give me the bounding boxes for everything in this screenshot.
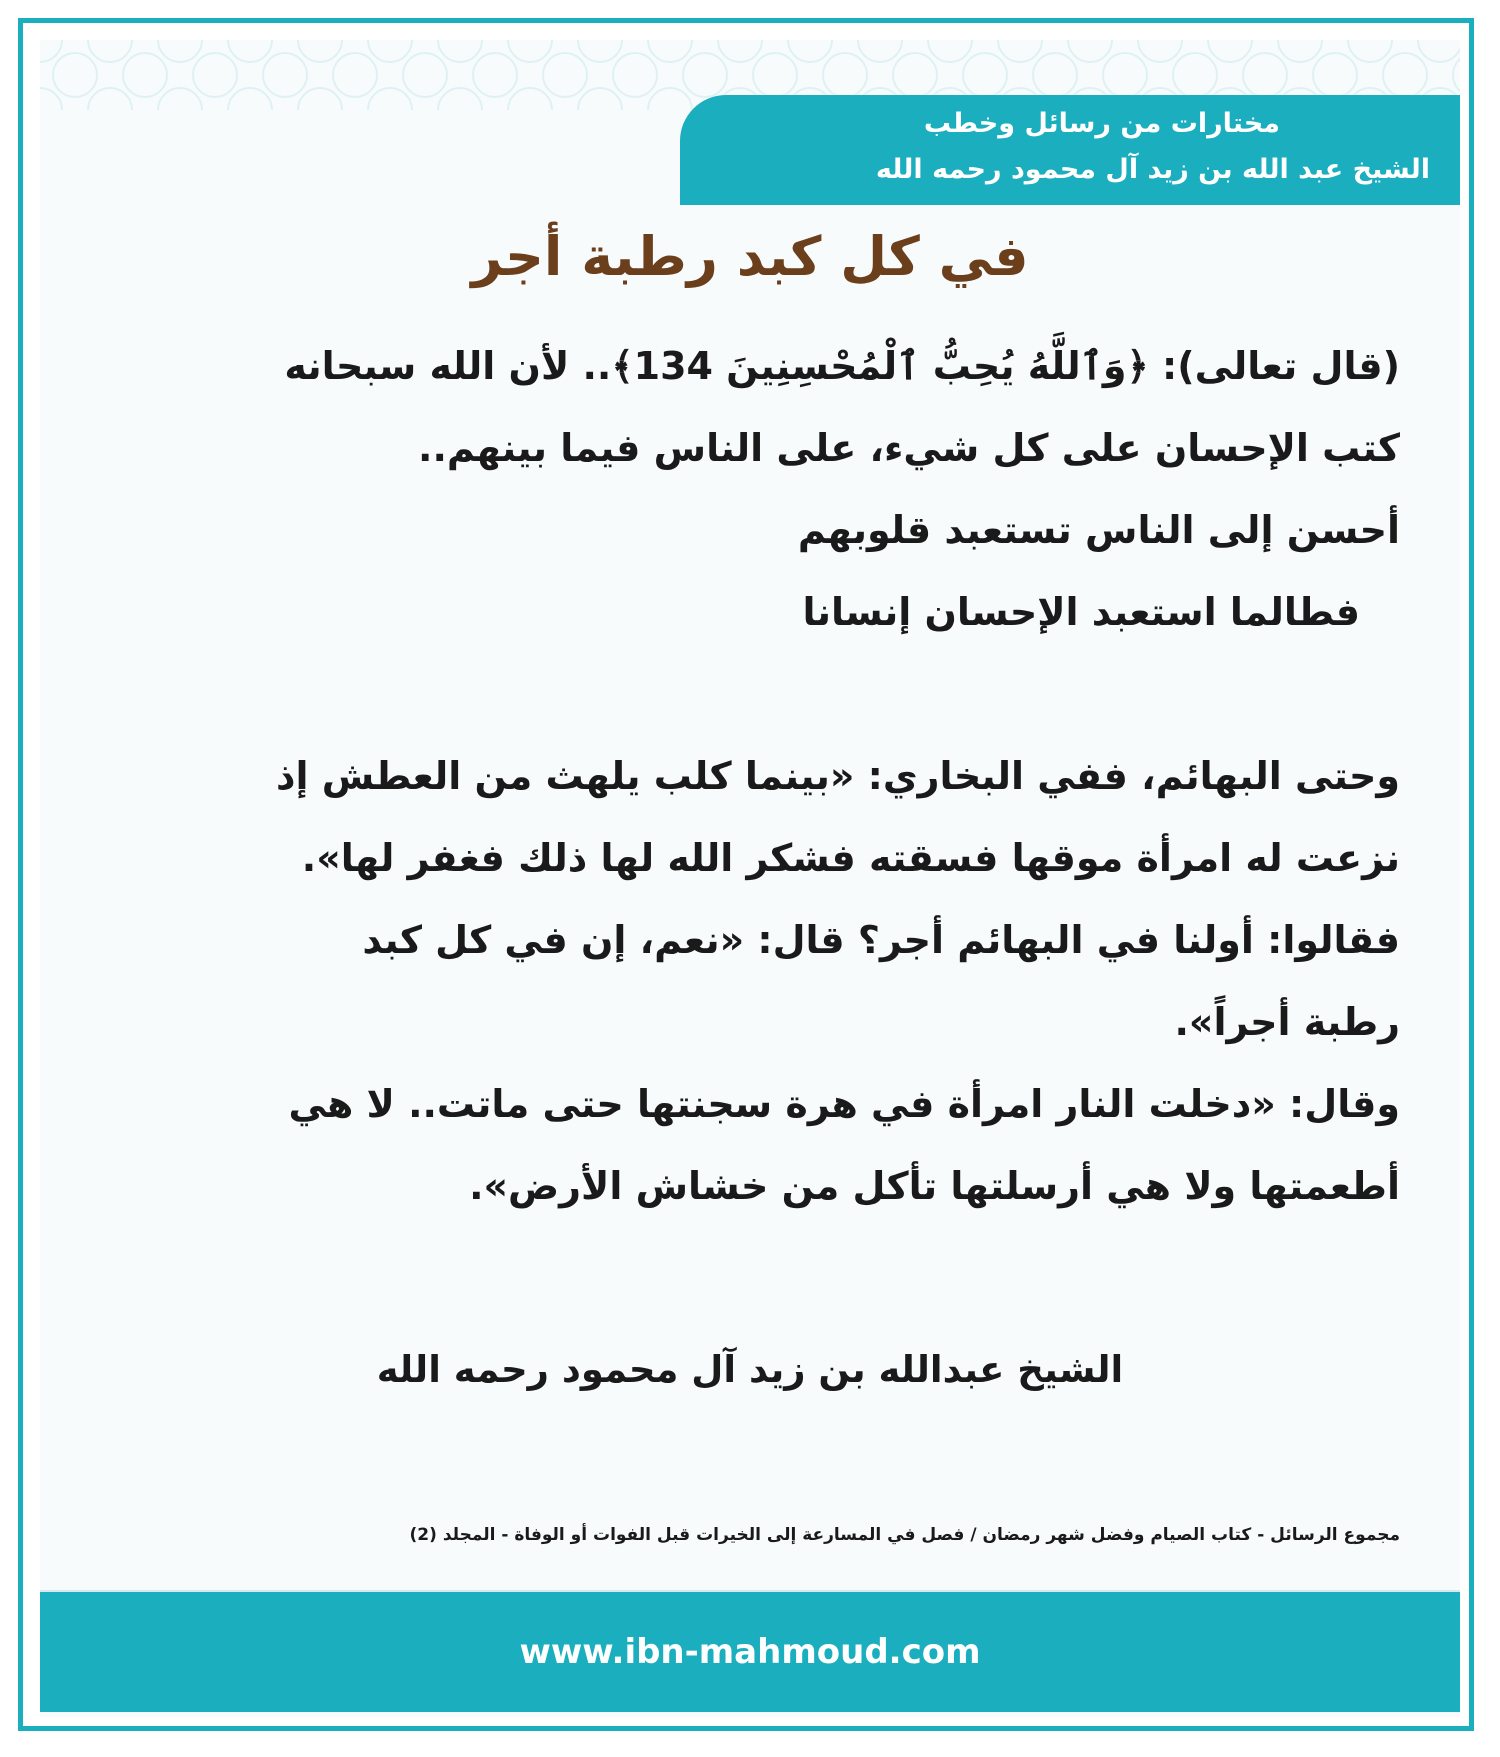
paragraph-gap — [110, 653, 1400, 735]
body-line: فقالوا: أولنا في البهائم أجر؟ قال: «نعم، إن في كل كبد — [362, 918, 1400, 962]
body-line: أطعمتها ولا هي أرسلتها تأكل من خشاش الأرض». — [469, 1164, 1400, 1208]
body-line: أحسن إلى الناس تستعبد قلوبهم — [797, 508, 1400, 552]
article-body — [110, 325, 1400, 1227]
body-line: كتب الإحسان على كل شيء، على الناس فيما بينهم.. — [418, 426, 1400, 470]
page-title: في كل كبد رطبة أجر — [471, 225, 1029, 288]
header-subtitle: مختارات من رسائل وخطب — [923, 108, 1280, 139]
author-signature: الشيخ عبدالله بن زيد آل محمود رحمه الله — [376, 1348, 1124, 1391]
header-author: الشيخ عبد الله بن زيد آل محمود رحمه الله — [875, 154, 1430, 185]
body-line: وقال: «دخلت النار امرأة في هرة سجنتها حتى ماتت.. لا هي — [288, 1082, 1400, 1126]
website-link[interactable]: www.ibn-mahmoud.com — [519, 1632, 981, 1672]
body-line: (قال تعالى): ﴿وَٱللَّهُ يُحِبُّ ٱلْمُحْسِنِينَ 134﴾.. لأن الله سبحانه — [284, 344, 1400, 388]
body-line: وحتى البهائم، ففي البخاري: «بينما كلب يلهث من العطش إذ — [276, 754, 1400, 798]
body-line: فطالما استعبد الإحسان إنسانا — [802, 590, 1360, 634]
header-banner — [680, 95, 1460, 205]
body-line: نزعت له امرأة موقها فسقته فشكر الله لها ذلك فغفر لها». — [301, 836, 1400, 880]
source-citation: مجموع الرسائل - كتاب الصيام وفضل شهر رمضان / فصل في المسارعة إلى الخيرات قبل الفوات أو الوفاة - المجلد (2) — [409, 1525, 1400, 1545]
body-line: رطبة أجراً». — [1174, 1000, 1400, 1044]
footer-bar — [40, 1590, 1460, 1712]
